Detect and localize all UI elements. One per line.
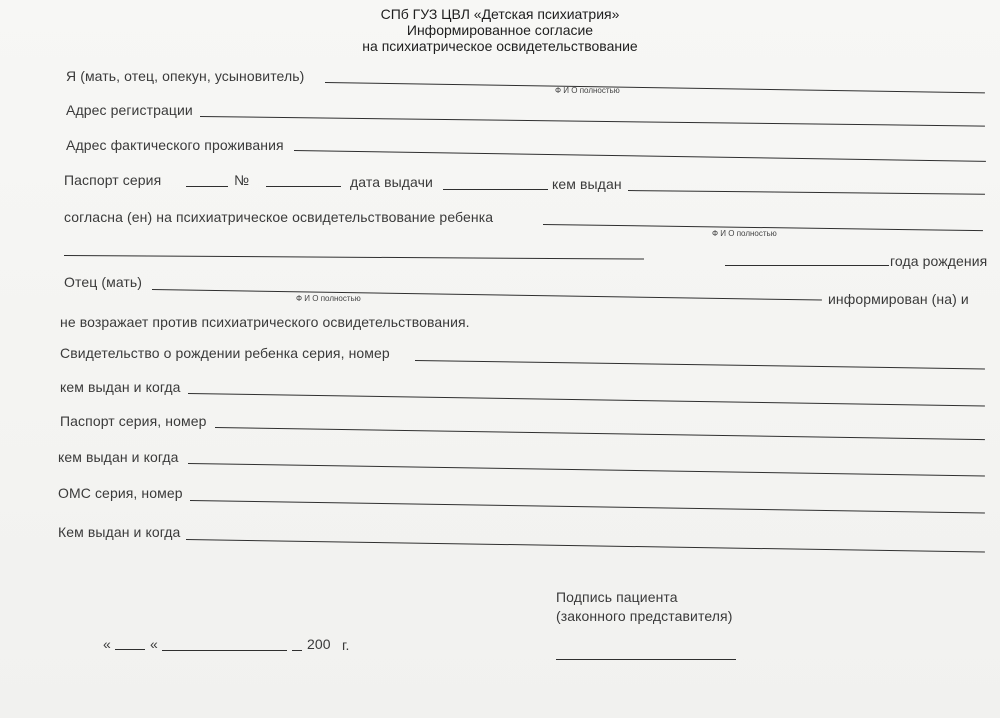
birth-year-field[interactable]: [725, 265, 889, 266]
fio-note: Ф И О полностью: [712, 229, 777, 238]
passport2-field[interactable]: [215, 427, 985, 440]
passport-series-field[interactable]: [186, 186, 228, 187]
oms-label: ОМС серия, номер: [58, 485, 183, 501]
date-year-field[interactable]: [292, 650, 302, 651]
informed-label: информирован (на) и: [828, 291, 969, 307]
other-parent-label: Отец (мать): [64, 274, 143, 290]
passport-series-label: Паспорт серия: [64, 172, 162, 188]
oms-issued-field[interactable]: [186, 539, 985, 553]
fio-note: Ф И О полностью: [296, 294, 361, 303]
signature-field[interactable]: [556, 659, 736, 660]
fio-note: Ф И О полностью: [555, 86, 620, 95]
signature-label: Подпись пациента: [556, 589, 678, 605]
issue-date-field[interactable]: [443, 189, 548, 190]
birth-cert-label: Свидетельство о рождении ребенка серия, номер: [60, 345, 390, 361]
passport-number-label: №: [234, 172, 250, 188]
issued-by-label: кем выдан: [552, 176, 622, 192]
issue-date-label: дата выдачи: [350, 174, 433, 190]
passport-number-field[interactable]: [266, 186, 341, 187]
passport2-issued-label: кем выдан и когда: [58, 449, 179, 465]
birth-cert-issued-label: кем выдан и когда: [60, 379, 181, 395]
registration-label: Адрес регистрации: [66, 102, 193, 118]
actual-address-field[interactable]: [294, 150, 986, 162]
passport2-issued-field[interactable]: [188, 463, 985, 477]
issued-by-field[interactable]: [628, 190, 985, 195]
not-object-statement: не возражает против психиатрического освидетельствования.: [60, 314, 470, 330]
date-close-quote: «: [150, 636, 158, 652]
child-fio-continuation-field[interactable]: [64, 255, 644, 260]
consent-label: согласна (ен) на психиатрическое освидетельствование ребенка: [64, 209, 494, 225]
actual-address-label: Адрес фактического проживания: [66, 137, 284, 153]
institution-name: СПб ГУЗ ЦВЛ «Детская психиатрия»: [380, 6, 620, 22]
passport2-label: Паспорт серия, номер: [60, 413, 207, 429]
parent-fio-field[interactable]: [325, 82, 985, 93]
form-subtitle: на психиатрическое освидетельствование: [362, 38, 638, 54]
oms-issued-label: Кем выдан и когда: [58, 524, 181, 540]
birth-cert-issued-field[interactable]: [188, 393, 985, 407]
form-title: Информированное согласие: [406, 22, 594, 38]
registration-address-field[interactable]: [200, 116, 985, 127]
signature-sublabel: (законного представителя): [556, 608, 733, 624]
oms-field[interactable]: [190, 500, 985, 513]
birth-cert-field[interactable]: [415, 360, 985, 369]
other-parent-fio-field[interactable]: [152, 289, 822, 301]
date-month-field[interactable]: [162, 650, 287, 651]
date-year-prefix: 200: [307, 636, 331, 652]
parent-label: Я (мать, отец, опекун, усыновитель): [66, 68, 305, 84]
date-open-quote: «: [103, 636, 111, 652]
date-day-field[interactable]: [115, 649, 145, 650]
birth-year-label: года рождения: [890, 253, 988, 269]
date-year-suffix: г.: [342, 637, 350, 653]
